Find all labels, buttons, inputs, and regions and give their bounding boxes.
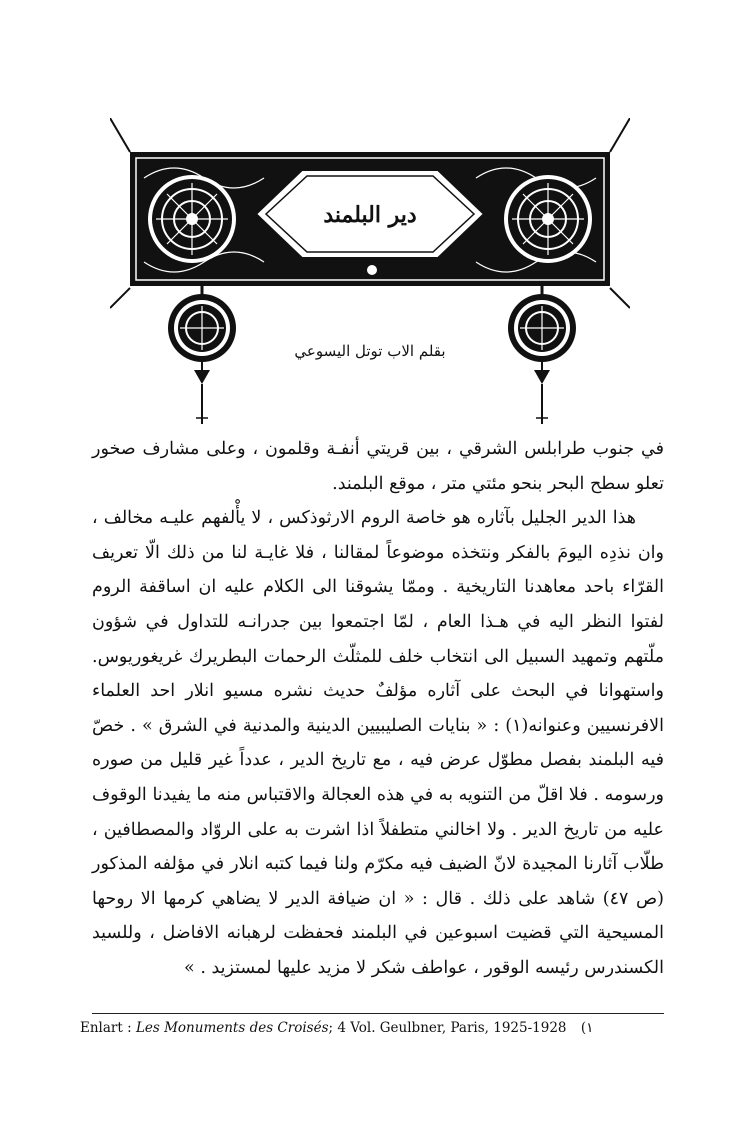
article-body: [92, 432, 664, 986]
headpiece-right-rosette: [504, 175, 592, 263]
decorative-headpiece: [110, 118, 630, 440]
article-title: دير البلمند: [323, 202, 417, 228]
author-byline: بقلم الاب توتل اليسوعي: [294, 342, 446, 360]
right-pendant-medallion: [508, 286, 576, 424]
footnote-divider: [92, 1013, 664, 1014]
footnote-author: Enlart :: [80, 1020, 132, 1036]
footnote-marker: (١: [580, 1020, 594, 1036]
body-paragraph: في جنوب طرابلس الشرقي ، بين قريتي أنفـة وقلمون ، وعلى مشارف صخور تعلو سطح البحر بنحو مئتي متر ، موقع البلمند.: [92, 439, 664, 494]
footnote: [80, 1020, 652, 1036]
footnote-details: ; 4 Vol. Geulbner, Paris, 1925-1928: [328, 1020, 567, 1036]
footnote-work-title: Les Monuments des Croisés: [135, 1020, 329, 1036]
body-paragraph: هذا الدير الجليل بآثاره هو خاصة الروم الارثوذكس ، لا يأْلفهم عليـه مخالف ، وان نذدِه اليومَ بالفكر ونتخذه موضوعاً لمقالنا ، فلا غايـة لنا من ذلك الّا تعريف القرّاء باحد معاهدنا التاريخية . وممّا يشوقنا الى الكلام عليه ان اساقفة الروم لفتوا النظر اليه في هـذا العام ، لمّا اجتمعوا بين جدرانـه للتداول في شؤون ملّتهم وتمهيد السبيل الى انتخاب خلف للمثلّث الرحمات البطريرك غريغوريوس. واستهوانا في البحث على آثاره مؤلفٌ حديث نشره مسيو انلار احد العلماء الافرنسيين وعنوانه(١) : « بنايات الصليبيين الدينية والمدنية في الشرق » . خصّ فيه البلمند بفصل مطوّل عرض فيه ، مع تاريخ الدير ، عدداً غير قليل من صوره ورسومه . فلا اقلّ من التنويه به في هذه العجالة والاقتباس منه ما يفيدنا الوقوف عليه من تاريخ الدير . ولا اخالني متطفلاً اذا اشرت به على الروّاد والمصطافين ، طلّاب آثارنا المجيدة لانّ الضيف فيه مكرّم ولنا فيما كتبه انلار في مؤلفه المذكور (ص ٤٧) شاهد على ذلك . قال : « ان ضيافة الدير لا يضاهي كرمها الا روحها المسيحية التي قضيت اسبوعين في البلمند فحفظت لرهبانه الافاضل ، وللسيد الكسندرس رئيسه الوقور ، عواطف شكر لا مزيد عليها لمستزيد . »: [92, 508, 664, 978]
headpiece-left-rosette: [148, 175, 236, 263]
left-pendant-medallion: [168, 286, 236, 424]
